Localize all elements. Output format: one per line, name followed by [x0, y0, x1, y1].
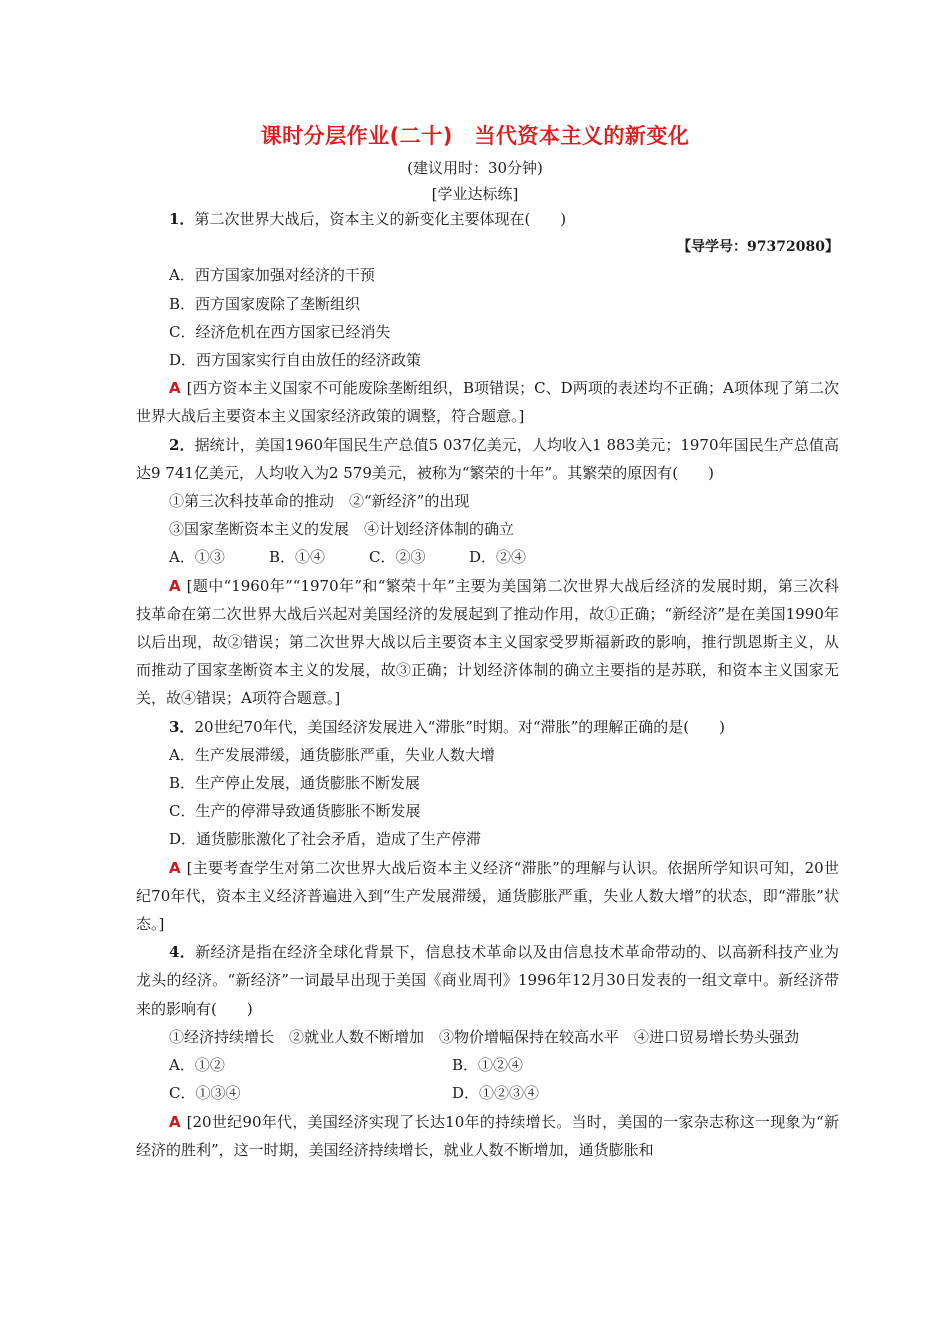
question-4-choice-d: D．①②③④: [452, 1084, 540, 1103]
question-4-number: 4．: [169, 943, 196, 962]
question-2-answer-letter: A: [169, 576, 181, 595]
question-2-choices: [136, 543, 839, 571]
question-3-option-a: A．生产发展滞缓，通货膨胀严重，失业人数大增: [169, 745, 495, 764]
question-4-choice-b: B．①②④: [452, 1056, 524, 1075]
question-1-option-b: B．西方国家废除了垄断组织: [169, 294, 361, 313]
question-2-items-2: ③国家垄断资本主义的发展 ④计划经济体制的确立: [169, 520, 515, 539]
question-2-choice-b: B．①④: [269, 548, 326, 567]
question-1-number: 1．: [169, 210, 195, 228]
question-3-option-d: D．通货膨胀激化了社会矛盾，造成了生产停滞: [169, 830, 482, 849]
question-4-choice-c: C．①③④: [169, 1084, 241, 1103]
question-1-option-c: C．经济危机在西方国家已经消失: [169, 322, 391, 341]
question-3-number: 3．: [169, 717, 195, 736]
question-3-explanation: [主要考查学生对第二次世界大战后资本主义经济“滞胀”的理解与认识。依据所学知识可知，20世纪70年代，资本主义经济普遍进入到“生产发展滞缓，通货膨胀严重，失业人数大增”的状态，即“滞胀”状态。]: [136, 858, 839, 934]
question-2-answer: [136, 572, 839, 713]
question-2-choice-c: C．②③: [369, 548, 426, 567]
page-title: 课时分层作业(二十) 当代资本主义的新变化: [260, 124, 690, 148]
question-2-items-1: ①第三次科技革命的推动 ②“新经济”的出现: [169, 492, 470, 511]
question-1-answer: [136, 374, 839, 430]
section-heading: [学业达标练]: [431, 185, 519, 203]
question-4-text: 新经济是指在经济全球化背景下，信息技术革命以及由信息技术革命带动的、以高新科技产业为龙头的经济。“新经济”一词最早出现于美国《商业周刊》1996年12月30日发表的一组文章中。新经济带来的影响有( ): [136, 943, 839, 1018]
question-body: [136, 205, 839, 1164]
question-1-option-a: A．西方国家加强对经济的干预: [169, 266, 375, 285]
question-3-option-b: B．生产停止发展，通货膨胀不断发展: [169, 774, 421, 793]
question-1-stem: [136, 205, 839, 233]
question-1-text: 第二次世界大战后，资本主义的新变化主要体现在( ): [194, 210, 567, 228]
question-4-choices-row-2: [136, 1079, 839, 1107]
guide-number: 【导学号：97372080】: [677, 239, 839, 256]
question-4-choices-row-1: [136, 1051, 839, 1079]
question-1-explanation: [西方资本主义国家不可能废除垄断组织，B项错误；C、D两项的表述均不正确；A项体现了第二次世界大战后主要资本主义国家经济政策的调整，符合题意。]: [136, 379, 839, 426]
question-3-answer-letter: A: [169, 858, 181, 877]
question-1-answer-letter: A: [169, 379, 181, 398]
question-2-number: 2．: [169, 435, 195, 454]
question-3-text: 20世纪70年代，美国经济发展进入“滞胀”时期。对“滞胀”的理解正确的是( ): [194, 717, 725, 736]
question-4-stem: [136, 938, 839, 1023]
suggested-time: (建议用时：30分钟): [407, 159, 543, 177]
question-2-choice-d: D．②④: [469, 548, 527, 567]
question-3-stem: [136, 713, 839, 741]
question-2-text: 据统计，美国1960年国民生产总值5 037亿美元，人均收入1 883美元；1970年国民生产总值高达9 741亿美元，人均收入为2 579美元，被称为“繁荣的十年”。其繁荣的原因有( ): [136, 435, 839, 482]
question-1-option-d: D．西方国家实行自由放任的经济政策: [169, 351, 422, 370]
question-4-items: ①经济持续增长 ②就业人数不断增加 ③物价增幅保持在较高水平 ④进口贸易增长势头强劲: [169, 1027, 800, 1046]
question-3-option-c: C．生产的停滞导致通货膨胀不断发展: [169, 802, 421, 821]
question-4-answer-letter: A: [169, 1112, 181, 1131]
question-4-choice-a: A．①②: [169, 1056, 225, 1075]
question-3-answer: [136, 854, 839, 939]
question-2-explanation: [题中“1960年”“1970年”和“繁荣十年”主要为美国第二次世界大战后经济的发展时期，第三次科技革命在第二次世界大战后兴起对美国经济的发展起到了推动作用，故①正确；“新经济”是在美国1990年以后出现，故②错误；第二次世界大战以后主要资本主义国家受罗斯福新政的影响，推行凯恩斯主义，从而推动了国家垄断资本主义的发展，故③正确；计划经济体制的确立主要指的是苏联，和资本主义国家无关，故④错误；A项符合题意。]: [136, 576, 839, 708]
question-4-explanation: [20世纪90年代，美国经济实现了长达10年的持续增长。当时，美国的一家杂志称这一现象为“新经济的胜利”，这一时期，美国经济持续增长，就业人数不断增加，通货膨胀和: [136, 1112, 839, 1159]
question-2-choice-a: A．①③: [169, 548, 225, 567]
question-2-stem: [136, 431, 839, 487]
question-4-answer: [136, 1108, 839, 1164]
